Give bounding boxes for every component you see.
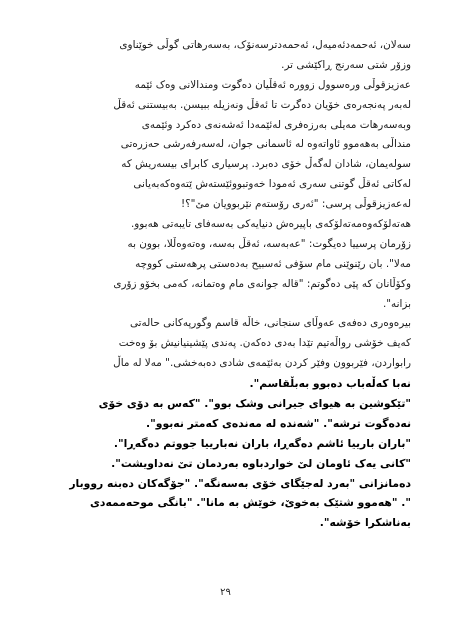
text-line: لەکاتی ئەقڵ گوتنی سەری ئەمودا خەوتبووئێستەش ێتەوەکەبەیانی [133,178,411,191]
text-line: لەعەزیزقوڵی پرسی: "ئەری رۆستەم نێربوویان مێ"؟! [180,198,411,211]
text-line: وزۆر شتی سەرنج ڕاکێشی تر. [281,58,411,71]
proverb-line: "باران بارییا ئاشم دەگەڕا، باران نەبارییا جووتم دەگەڕا". [113,436,411,450]
proverb-line: ". "هەموو شتێک بەخوێ، خوێش بە مانا". "بانگی موحەممەدی [90,496,411,510]
text-line: بزانە". [382,297,411,310]
proverb-line: "کانی یەک ئاومان لێ خواردباوە بەردمان تێ نەداویشت". [111,456,411,470]
text-line: منداڵی بەهەموو ئاواتەوە لە ئاسمانی جوان، لەسەرفەرشی حەزرەتی [120,138,411,151]
text-line: وکۆڵانان کە پێی دەگوتم: "قالە جوانەی مام وەتمانە، کەمی بخۆو زۆری [113,277,411,290]
proverb-line: دەمانزانی "بەرد لەجێگای خۆی بەسەنگە". "جۆگەکان دەبنە رووبار [69,476,411,490]
page-number: ٢٩ [220,587,231,598]
proverb-line: نەبا کەڵەباب دەبوو بەبڵقاسم". [249,377,411,391]
proverb-line: بەناشکرا خۆشە". [319,516,411,530]
text-line: کەیف خۆشی رواڵەتیم تێدا بەدی دەکەن. پەندی پێشینیانیش بۆ وەخت [118,337,411,350]
text-line: بیرەوەری دەفەی عەوڵای سنجانی، خاڵە قاسم وگورپەکانی حالەتی [130,317,411,330]
proverb-line: نەدەگوت ترشە". "شەندە لە مەندەی کەمتر نەبوو". [146,416,411,430]
text-line: عەزیزقوڵی ورەسوول زوورە ئەقڵیان دەگوت ومندالانی وەک ئێمە [134,78,411,91]
text-line: مەلا". بان رێنوێنی مام سۆفی ئەسبیح بەدەستی پرهەستی کووچە [135,257,411,270]
text-line: رابواردن، فێربوون وفێر کردن بەئێمەی شادی دەبەخشی." مەلا لە ماڵ [113,357,411,370]
text-line: سەلان، ئەحمەدئەمیەل، ئەحمەدترسەنۆک، بەسەرهاتی گوڵی خوێناوی [119,39,411,51]
body-text [52,36,411,533]
text-line: وبەسەرهات مەیلی بەرزەفری لەئێمەدا ئەشەنەی دەکرد وئێمەی [141,118,411,131]
proverb-line: "تێکوشین بە هیوای جیرانی وشک بوو". "کەس بە دۆی خۆی [98,397,411,411]
text-line: لەبەر پەنجەرەی خۆیان دەگرت تا ئەقڵ ونەزیلە ببیسن. بەبیستنی ئەقڵ [113,98,411,111]
text-line: سولەیمان، شادان لەگەڵ خۆی دەبرد. پرسیاری کابرای بیسەریش کە [121,158,411,171]
text-line: هەتەلۆکەوەمەتەلۆکەی باپیرەش دنیایەکی بەسەفای تایبەتی هەبوو. [130,218,411,231]
text-line: زۆرمان پرسییا دەیگوت: "عەبەسە، ئەقڵ بەسە، وەتەوەڵلا، بوون بە [127,237,411,250]
